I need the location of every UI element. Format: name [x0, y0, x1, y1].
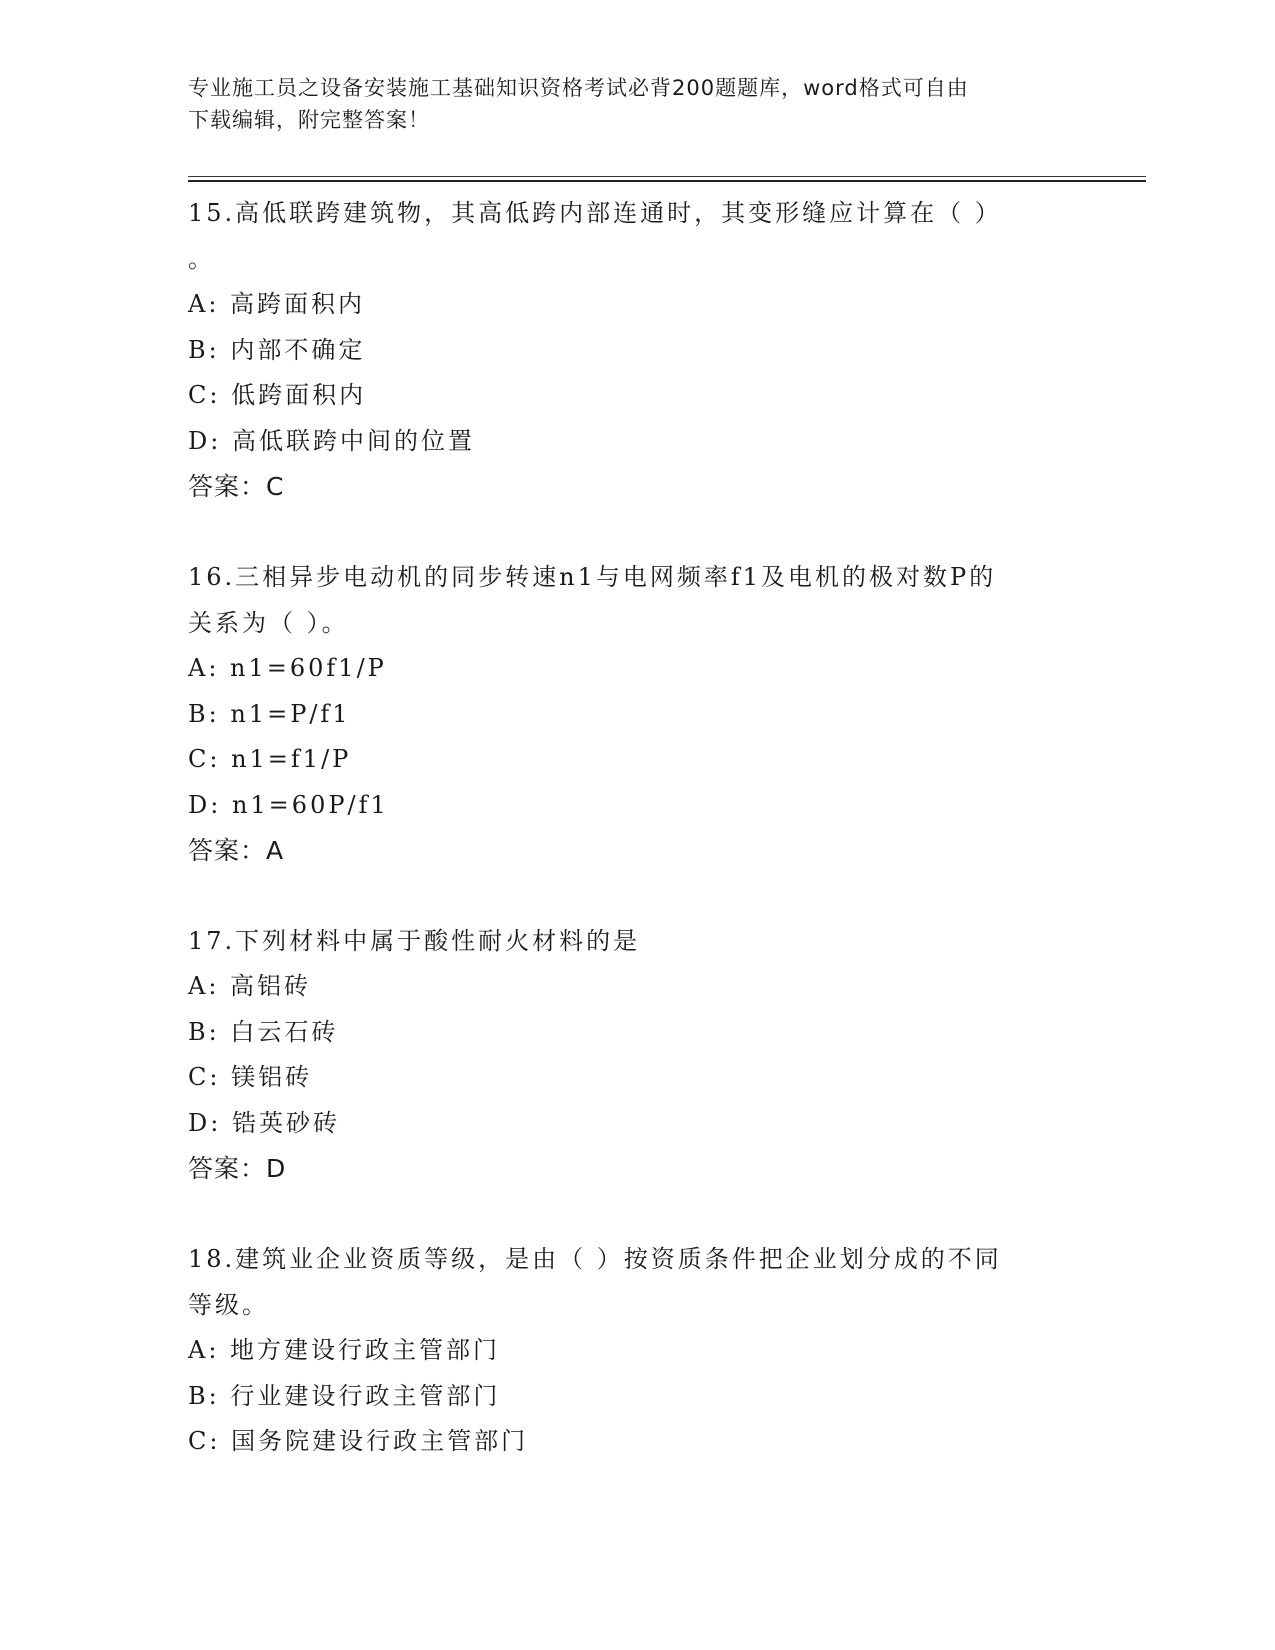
answer: 答案：C: [188, 472, 285, 501]
option-b: B: n1=P/f1: [188, 699, 351, 728]
question-16: [188, 554, 1068, 873]
question-text: 18.建筑业企业资质等级，是由（ ）按资质条件把企业划分成的不同: [188, 1245, 1002, 1273]
question-15: [188, 190, 1068, 509]
question-17: [188, 918, 1068, 1191]
option-d: D: 高低联跨中间的位置: [188, 426, 475, 455]
answer: 答案：D: [188, 1154, 287, 1183]
option-a: A: n1=60f1/P: [188, 654, 387, 682]
option-b: B: 内部不确定: [188, 335, 366, 364]
option-b: B: 行业建设行政主管部门: [188, 1381, 501, 1410]
option-a: A: 高跨面积内: [188, 290, 366, 318]
header-divider-thick: [188, 180, 1146, 182]
question-text-continued: 。: [188, 245, 215, 273]
option-c: C: n1=f1/P: [188, 745, 352, 773]
option-c: C: 低跨面积内: [188, 381, 367, 409]
question-text: 17.下列材料中属于酸性耐火材料的是: [188, 927, 641, 955]
header-line-2: 下载编辑，附完整答案！: [188, 108, 430, 132]
question-text: 16.三相异步电动机的同步转速n1与电网频率f1及电机的极对数P的: [188, 563, 997, 591]
option-a: A: 地方建设行政主管部门: [188, 1336, 501, 1364]
question-list: [188, 190, 1068, 1465]
question-text: 15.高低联跨建筑物，其高低跨内部连通时，其变形缝应计算在（ ）: [188, 199, 1002, 227]
option-d: D: n1=60P/f1: [188, 790, 389, 819]
header-line-1: 专业施工员之设备安装施工基础知识资格考试必背200题题库，word格式可自由: [188, 76, 969, 100]
option-a: A: 高铝砖: [188, 972, 312, 1000]
question-18: [188, 1236, 1068, 1465]
answer: 答案：A: [188, 836, 285, 865]
header-divider-thin: [188, 176, 1146, 177]
document-header: [188, 72, 1068, 136]
question-text-continued: 等级。: [188, 1291, 269, 1319]
question-text-continued: 关系为（ ）。: [188, 609, 349, 637]
option-c: C: 国务院建设行政主管部门: [188, 1427, 529, 1455]
option-b: B: 白云石砖: [188, 1017, 339, 1046]
option-d: D: 锆英砂砖: [188, 1108, 340, 1137]
option-c: C: 镁铝砖: [188, 1063, 313, 1091]
